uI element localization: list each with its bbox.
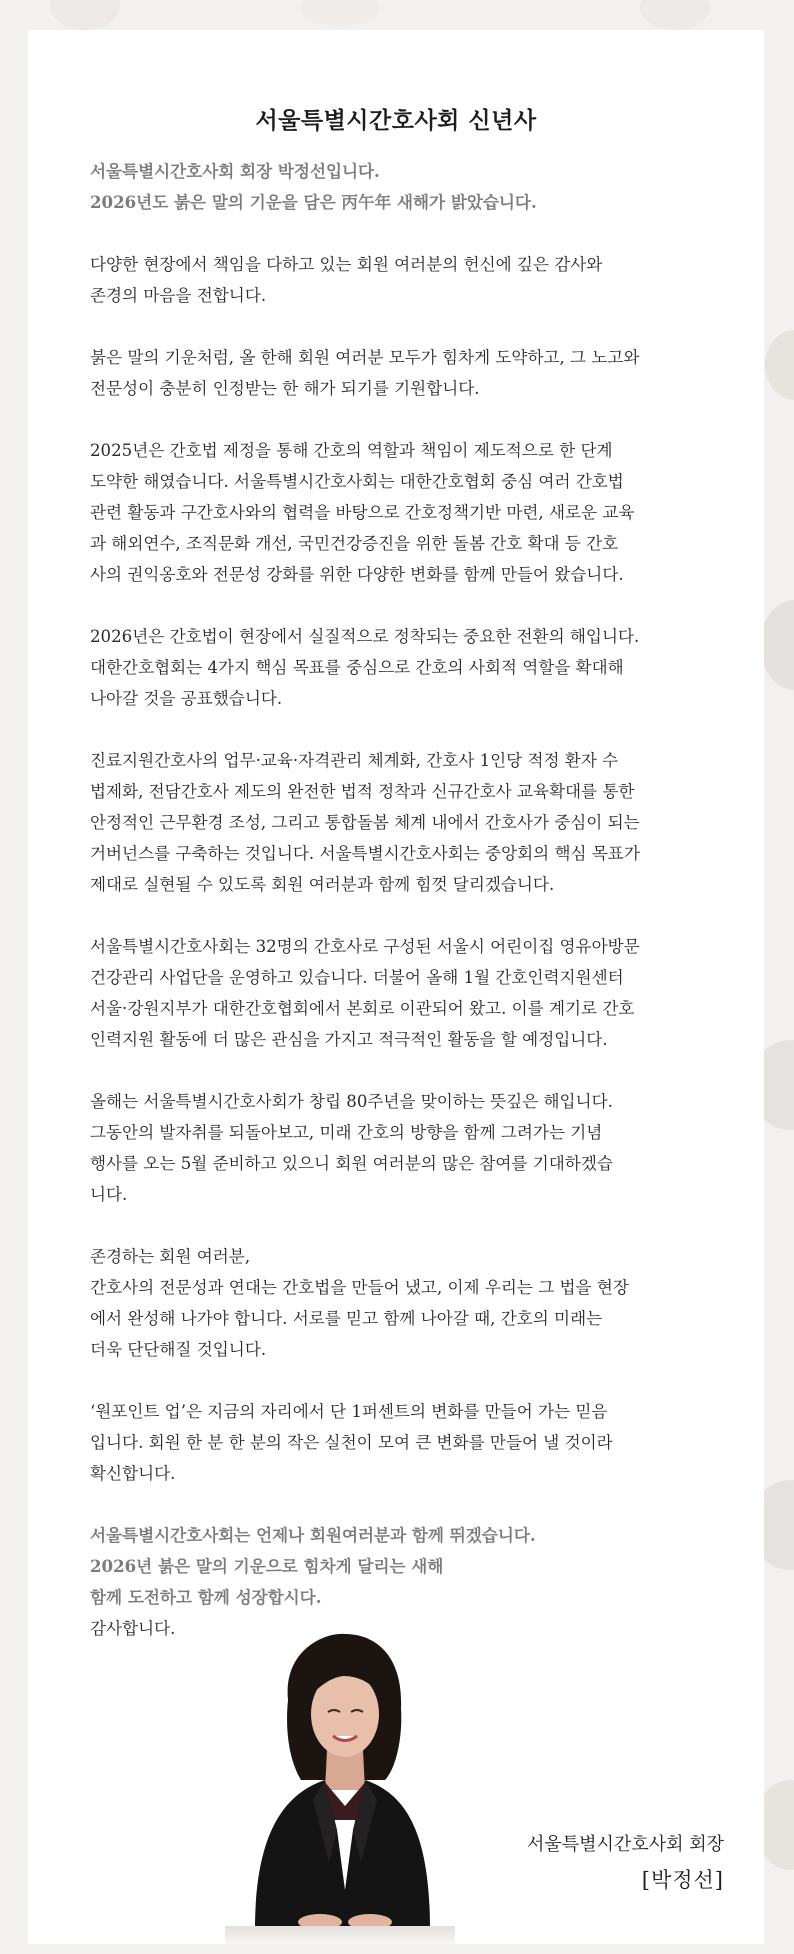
paragraph-line: 2026년도 붉은 말의 기운을 담은 丙午年 새해가 밝았습니다. (90, 192, 537, 212)
paragraph-line: 과 해외연수, 조직문화 개선, 국민건강증진을 위한 돌봄 간호 확대 등 간호 (90, 534, 619, 553)
letter-paragraph (90, 621, 700, 714)
paragraph-line: 서울특별시간호사회는 32명의 간호사로 구성된 서울시 어린이집 영유아방문 (90, 937, 640, 956)
background-flower-top-right (640, 0, 710, 30)
paragraph-line: 확신합니다. (90, 1464, 176, 1483)
signature-block (527, 1830, 724, 1894)
paragraph-line: 2026년은 간호법이 현장에서 실질적으로 정착되는 중요한 전환의 해입니다. (90, 627, 640, 646)
paragraph-line: 에서 완성해 나가야 합니다. 서로를 믿고 함께 나아갈 때, 간호의 미래는 (90, 1309, 603, 1328)
letter-paragraph (90, 342, 700, 404)
paragraph-line: 서울·강원지부가 대한간호협회에서 본회로 이관되어 왔고. 이를 계기로 간호 (90, 999, 635, 1018)
signature-name: [박정선] (641, 1868, 724, 1892)
paragraph-line: 건강관리 사업단을 운영하고 있습니다. 더불어 올해 1월 간호인력지원센터 (90, 968, 624, 987)
paragraph-line: 제대로 실현될 수 있도록 회원 여러분과 함께 힘껏 달리겠습니다. (90, 875, 555, 894)
letter-paragraph (90, 1241, 700, 1365)
paragraph-line: 인력지원 활동에 더 많은 관심을 가지고 적극적인 활동을 할 예정입니다. (90, 1030, 608, 1049)
background-flower-right-2 (760, 600, 794, 690)
paragraph-line: 법제화, 전담간호사 제도의 완전한 법적 정착과 신규간호사 교육확대를 통한 (90, 782, 635, 801)
paragraph-line: 2025년은 간호법 제정을 통해 간호의 역할과 책임이 제도적으로 한 단계 (90, 441, 613, 460)
paragraph-line: 나아갈 것을 공표했습니다. (90, 689, 283, 708)
closing-thanks: 감사합니다. (90, 1619, 176, 1638)
background-flower-right-1 (765, 330, 794, 400)
paragraph-line: 전문성이 충분히 인정받는 한 해가 되기를 기원합니다. (90, 379, 480, 398)
letter-body (90, 156, 700, 1644)
letter-paragraph (90, 435, 700, 590)
background-flower-top-left (50, 0, 120, 30)
paragraph-line: ‘원포인트 업’은 지금의 자리에서 단 1퍼센트의 변화를 만들어 가는 믿음 (90, 1402, 608, 1421)
paragraph-line: 니다. (90, 1185, 128, 1204)
paragraph-line: 올해는 서울특별시간호사회가 창립 80주년을 맞이하는 뜻깊은 해입니다. (90, 1092, 613, 1111)
closing-line: 서울특별시간호사회는 언제나 회원여러분과 함께 뛰겠습니다. (90, 1525, 536, 1545)
letter-paragraph (90, 1086, 700, 1210)
paragraph-line: 진료지원간호사의 업무·교육·자격관리 체계화, 간호사 1인당 적정 환자 수 (90, 751, 619, 770)
paragraph-line: 붉은 말의 기운처럼, 올 한해 회원 여러분 모두가 힘차게 도약하고, 그 노고와 (90, 348, 640, 367)
letter-paragraph (90, 931, 700, 1055)
letter-paragraph (90, 249, 700, 311)
signature-organization: 서울특별시간호사회 회장 (527, 1834, 724, 1855)
closing-line: 함께 도전하고 함께 성장합시다. (90, 1587, 322, 1607)
paragraph-line: 존경하는 회원 여러분, (90, 1247, 251, 1266)
letter-title: 서울특별시간호사회 신년사 (255, 108, 537, 134)
paragraph-line: 다양한 현장에서 책임을 다하고 있는 회원 여러분의 헌신에 깊은 감사와 (90, 255, 603, 274)
paragraph-line: 그동안의 발자취를 되돌아보고, 미래 간호의 방향을 함께 그려가는 기념 (90, 1123, 603, 1142)
paragraph-line: 거버넌스를 구축하는 것입니다. 서울특별시간호사회는 중앙회의 핵심 목표가 (90, 844, 640, 863)
background-flower-top-mid (300, 0, 380, 26)
paragraph-line: 대한간호협회는 4가지 핵심 목표를 중심으로 간호의 사회적 역할을 확대해 (90, 658, 624, 677)
paragraph-line: 행사를 오는 5월 준비하고 있으니 회원 여러분의 많은 참여를 기대하겠습 (90, 1154, 613, 1173)
president-portrait-photo (225, 1630, 455, 1944)
paragraph-line: 존경의 마음을 전합니다. (90, 286, 267, 305)
paragraph-line: 안정적인 근무환경 조성, 그리고 통합돌봄 체계 내에서 간호사가 중심이 되는 (90, 813, 640, 832)
closing-block (90, 1520, 700, 1644)
paragraph-line: 관련 활동과 구간호사와의 협력을 바탕으로 간호정책기반 마련, 새로운 교육 (90, 503, 635, 522)
letter-paragraph (90, 1396, 700, 1489)
paragraph-line: 입니다. 회원 한 분 한 분의 작은 실천이 모여 큰 변화를 만들어 낼 것이라 (90, 1433, 613, 1452)
paragraph-line: 더욱 단단해질 것입니다. (90, 1340, 267, 1359)
letter-paragraph (90, 156, 700, 218)
closing-line: 2026년 붉은 말의 기운으로 힘차게 달리는 새해 (90, 1556, 444, 1576)
letter-paragraph (90, 745, 700, 900)
paragraph-line: 서울특별시간호사회 회장 박정선입니다. (90, 161, 380, 181)
paragraph-line: 간호사의 전문성과 연대는 간호법을 만들어 냈고, 이제 우리는 그 법을 현장 (90, 1278, 629, 1297)
paragraph-line: 도약한 해였습니다. 서울특별시간호사회는 대한간호협회 중심 여러 간호법 (90, 472, 624, 491)
paragraph-line: 사의 권익옹호와 전문성 강화를 위한 다양한 변화를 함께 만들어 왔습니다. (90, 565, 624, 584)
